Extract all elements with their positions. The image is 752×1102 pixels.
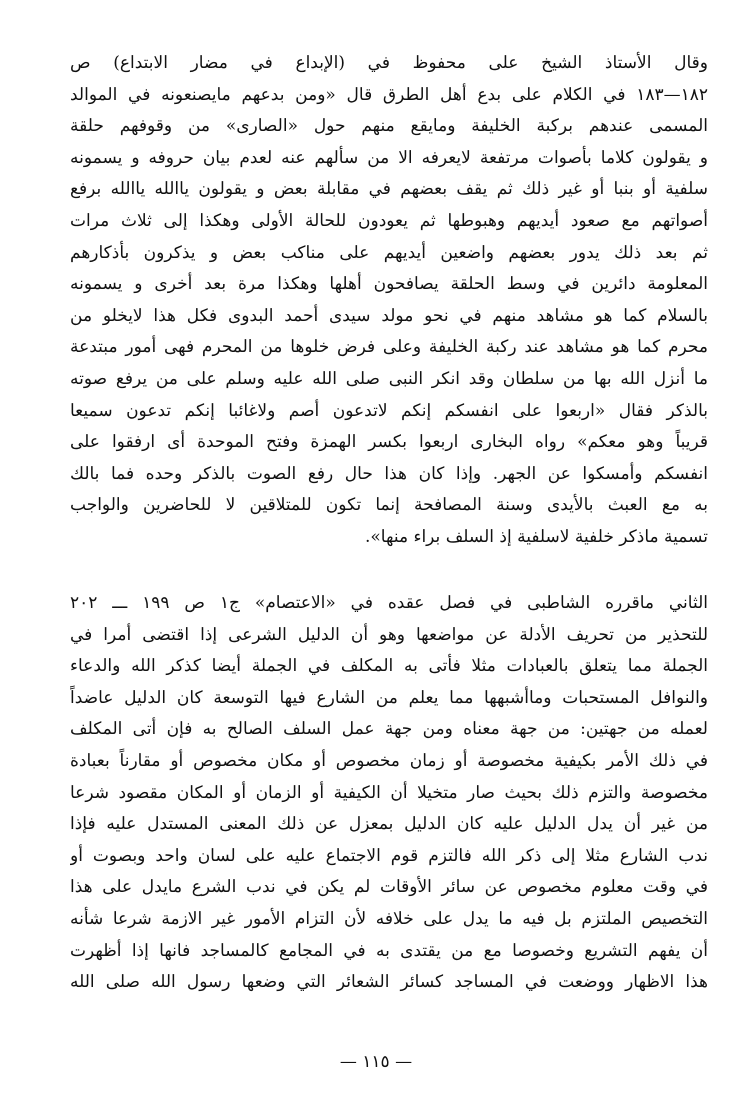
text-line: من غير أن يدل الدليل عليه كان الدليل بمعزل عن ذلك المعنى المستدل عليه فإذا xyxy=(70,814,708,835)
text-line: التخصيص الملتزم بل فيه ما يدل على خلافه لأن التزام الأمور غير الازمة شرعا شأنه xyxy=(70,908,708,929)
text-line: بالسلام كما هو مشاهد منهم في نحو مولد سيدى أحمد البدوى فكل هذا لايخلو من xyxy=(70,305,708,326)
text-line: ١٨٢—١٨٣ في الكلام على بدع أهل الطرق قال «ومن بدعهم مايصنعونه في الموالد xyxy=(70,84,708,105)
text-line: محرم كما هو مشاهد عند ركبة الخليفة وعلى فرض خلوها من المحرم فهى أمور مبتدعة xyxy=(70,337,708,358)
text-line: انفسكم وأمسكوا عن الجهر. وإذا كان هذا حال رفع الصوت بالذكر وحده فما بالك xyxy=(70,463,708,484)
text-line: أصواتهم مع صعود أيديهم وهبوطها ثم يعودون للحالة الأولى وهكذا إلى ثلاث مرات xyxy=(70,210,708,231)
text-line: مخصوصة والتزم ذلك بحيث صار متخيلا أن الكيفية أو الزمان أو المكان مقصود شرعا xyxy=(70,782,708,803)
text-line: للتحذير من تحريف الأدلة عن مواضعها وهو أن الدليل الشرعى إذا اقتضى أمرا في xyxy=(70,624,708,645)
text-line: هذا الاظهار ووضعت في المساجد كسائر الشعائر التي وضعها رسول الله صلى الله xyxy=(70,972,708,993)
text-line: ثم بعد ذلك يدور بعضهم واضعين أيديهم على مناكب بعض و يذكرون بأذكارهم xyxy=(70,242,708,263)
text-line: الثاني ماقرره الشاطبى في فصل عقده في «الاعتصام» ج١ ص ١٩٩ ـــ ٢٠٢ xyxy=(70,593,708,613)
paragraph-1 xyxy=(70,48,708,554)
text-line: في ذلك الأمر بكيفية مخصوصة أو زمان مخصوص أو مكان مخصوص أو مقارناً بعبادة xyxy=(70,750,708,771)
text-line: لعمله من جهتين: من جهة معناه ومن جهة عمل السلف الصالح به فإن أتى المكلف xyxy=(70,719,708,740)
text-line: المعلومة دائرين في وسط الحلقة يصافحون أهلها وهكذا مرة بعد أخرى و يسمونه xyxy=(70,274,708,295)
text-line: ندب الشارع مثلا إلى ذكر الله فالتزم قوم الاجتماع عليه على لسان واحد وبصوت أو xyxy=(70,845,708,866)
text-line: بالذكر فقال «اربعوا على انفسكم إنكم لاتدعون أصم ولاغائبا إنكم تدعون سميعا xyxy=(70,400,708,421)
text-line: والنوافل المستحبات وماأشبهها مما يعلم من الشارع فيها التوسعة كان الدليل عاضداً xyxy=(70,687,708,708)
paragraph-2 xyxy=(70,588,708,999)
text-line-last: تسمية ماذكر خلفية لاسلفية إذ السلف براء منها». xyxy=(365,526,708,547)
text-line: الجملة مما يتعلق بالعبادات مثلا فأتى به المكلف في الجملة أيضا كذكر الله والدعاء xyxy=(70,656,708,677)
text-line: وقال الأستاذ الشيخ على محفوظ في (الإبداع في مضار الابتداع) ص xyxy=(70,53,708,73)
text-line: في وقت معلوم مخصوص عن سائر الأوقات لم يكن في ندب الشرع مايدل على هذا xyxy=(70,877,708,898)
page-number: — ١١٥ — xyxy=(339,1052,413,1072)
text-line: سلفية أو بنبا أو غير ذلك ثم يقف بعضهم في مقابلة بعض و يقولون ياالله ياالله برفع xyxy=(70,179,708,200)
text-line: ما أنزل الله بها من سلطان وقد انكر النبى صلى الله عليه وسلم على من يرفع صوته xyxy=(70,368,708,389)
text-line: المسمى عندهم بركبة الخليفة ومايقع منهم حول «الصارى» من وقوفهم حلقة xyxy=(70,116,708,137)
text-line: قريباً وهو معكم» رواه البخارى اربعوا بكسر الهمزة وفتح الموحدة أى ارفقوا على xyxy=(70,432,708,453)
text-line: أن يفهم التشريع وخصوصا مع من يقتدى به في المجامع كالمساجد فانها إذا أظهرت xyxy=(70,940,708,961)
text-line: و يقولون كلاما بأصوات مرتفعة لايعرفه الا من سألهم عنه لعدم بيان حروفه و يسمونه xyxy=(70,147,708,168)
text-line: به مع العبث بالأيدى وسنة المصافحة إنما تكون للمتلاقين لا للحاضرين والواجب xyxy=(70,495,708,516)
